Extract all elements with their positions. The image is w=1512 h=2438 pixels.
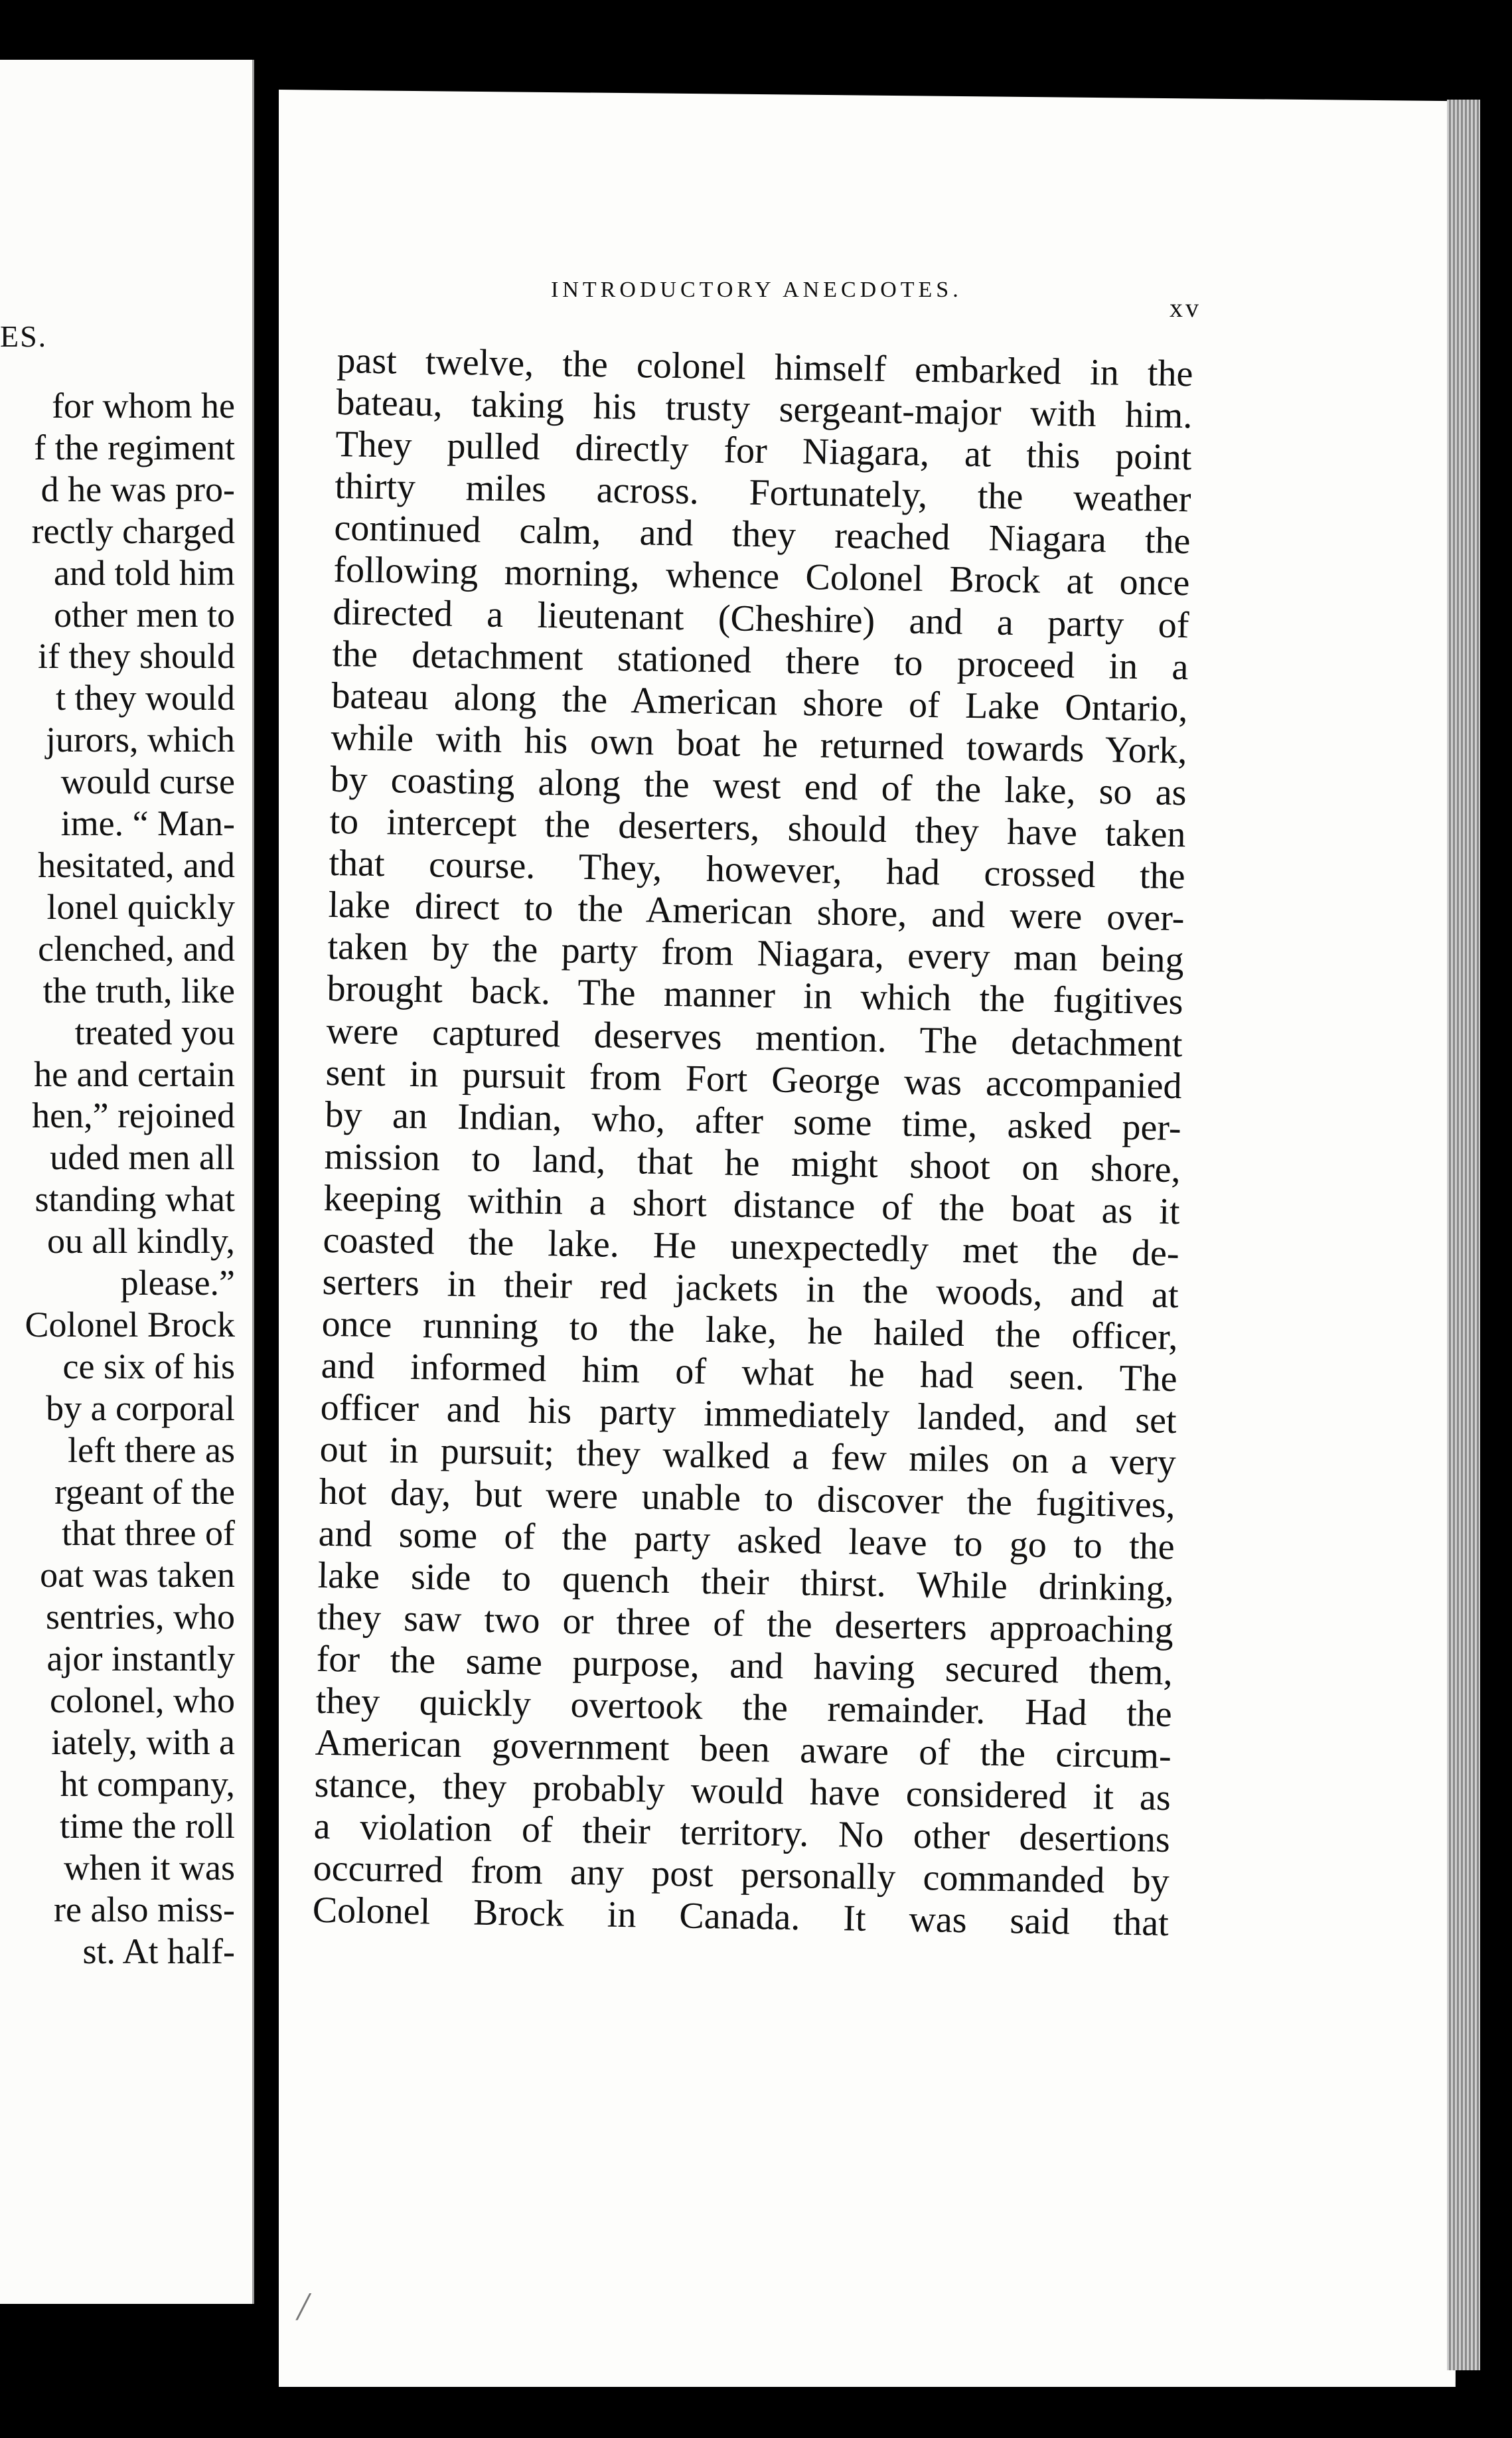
text-line: that course. They, however, had crossed the [329,843,1185,898]
left-text-line: ime. “ Man- [60,803,235,844]
page-number: xv [1170,293,1201,323]
text-line: while with his own boat he returned towards York, [331,716,1187,772]
text-line: following morning, whence Colonel Brock at once [333,549,1190,604]
left-running-head: ES. [0,319,48,353]
text-line: taken by the party from Niagara, every man being [327,926,1184,981]
left-text-line: by a corporal [46,1388,235,1428]
left-text-line: Colonel Brock [25,1304,235,1344]
text-line: once running to the lake, he hailed the officer, [321,1303,1179,1358]
text-line: occurred from any post personally commanded by [313,1848,1170,1903]
left-text-line: time the roll [60,1805,235,1846]
left-text-line: for whom he [52,386,235,426]
text-line: continued calm, and they reached Niagara the [334,507,1191,562]
left-text-line: hen,” rejoined [32,1096,235,1136]
text-line: bateau along the American shore of Lake Ontario, [331,675,1188,730]
left-text-line: f the regiment [34,427,235,467]
left-text-line: clenched, and [38,928,235,969]
left-text-line: jurors, which [46,720,235,760]
left-text-line: if they should [38,636,235,677]
left-text-line: iately, with a [51,1722,235,1762]
text-line: a violation of their territory. No other desertions [313,1806,1171,1861]
left-text-line: lonel quickly [46,886,235,927]
text-line: and informed him of what he had seen. The [321,1345,1178,1400]
page-edges [1447,100,1480,2370]
text-line: were captured deserves mention. The detachment [326,1010,1183,1065]
text-line: coasted the lake. He unexpectedly met the de- [323,1219,1180,1275]
text-line: out in pursuit; they walked a few miles on a very [319,1429,1177,1484]
left-text-line: colonel, who [50,1680,235,1721]
left-text-column [25,385,235,1972]
text-line: lake side to quench their thirst. While drinking, [317,1554,1175,1609]
left-text-line: that three of [62,1513,235,1554]
text-line: by an Indian, who, after some time, asked per- [325,1094,1182,1149]
left-text-line: the truth, like [42,970,235,1011]
left-text-line: uded men all [50,1137,235,1178]
left-text-line: st. At half- [82,1931,235,1971]
left-text-line: sentries, who [46,1597,235,1637]
text-line: mission to land, that he might shoot on shore, [324,1135,1181,1190]
left-page [0,60,254,2304]
text-line: for the same purpose, and having secured them, [316,1638,1173,1693]
left-text-line: left there as [68,1429,235,1470]
left-text-line: standing what [35,1179,235,1220]
text-line: sent in pursuit from Fort George was accompanied [325,1052,1182,1107]
left-text-line: t they would [56,678,235,718]
text-line: serters in their red jackets in the woods, and at [322,1261,1179,1317]
text-line: thirty miles across. Fortunately, the weather [335,465,1191,521]
text-line: brought back. The manner in which the fugitives [327,968,1183,1023]
text-line: stance, they probably would have considered it as [314,1763,1172,1819]
text-line: hot day, but were unable to discover the fugitives, [319,1471,1176,1526]
left-text-line: rgeant of the [54,1471,235,1512]
left-text-line: re also miss- [54,1889,235,1929]
text-line: directed a lieutenant (Cheshire) and a party of [333,591,1189,646]
body-text [312,340,1193,1945]
text-line: Colonel Brock in Canada. It was said that [312,1890,1170,1945]
left-text-line: ce six of his [62,1346,235,1386]
left-text-line: ou all kindly, [47,1221,235,1261]
left-text-line: would curse [60,762,235,802]
text-line: past twelve, the colonel himself embarked in the [337,340,1193,395]
text-line: bateau, taking his trusty sergeant-major with him. [336,382,1193,437]
text-line: the detachment stationed there to proceed in a [332,633,1189,688]
left-text-line: treated you [74,1012,235,1052]
text-line: and some of the party asked leave to go to the [318,1512,1175,1568]
text-line: keeping within a short distance of the boat as it [323,1177,1181,1232]
text-line: American government been aware of the circum- [315,1722,1172,1777]
left-text-line: rectly charged [31,511,235,551]
left-text-line: and told him [54,552,235,593]
running-head: INTRODUCTORY ANECDOTES. [551,278,962,302]
left-text-line: ht company, [60,1763,235,1804]
text-line: by coasting along the west end of the lake, so as [330,758,1187,814]
text-line: they quickly overtook the remainder. Had the [315,1680,1173,1736]
left-text-line: please.” [120,1263,235,1303]
margin-mark: / [297,2285,309,2328]
text-line: lake direct to the American shore, and were over- [328,884,1185,939]
left-text-line: ajor instantly [46,1639,235,1679]
text-line: officer and his party immediately landed, and set [320,1387,1177,1442]
left-text-line: oat was taken [40,1555,235,1595]
text-line: to intercept the deserters, should they have taken [329,800,1186,856]
left-text-line: hesitated, and [38,845,235,885]
text-line: They pulled directly for Niagara, at this point [335,424,1192,479]
left-text-line: he and certain [34,1054,235,1094]
left-text-line: d he was pro- [40,469,235,509]
left-text-line: when it was [64,1847,235,1888]
left-text-line: other men to [54,594,235,635]
text-line: they saw two or three of the deserters approaching [317,1596,1174,1651]
